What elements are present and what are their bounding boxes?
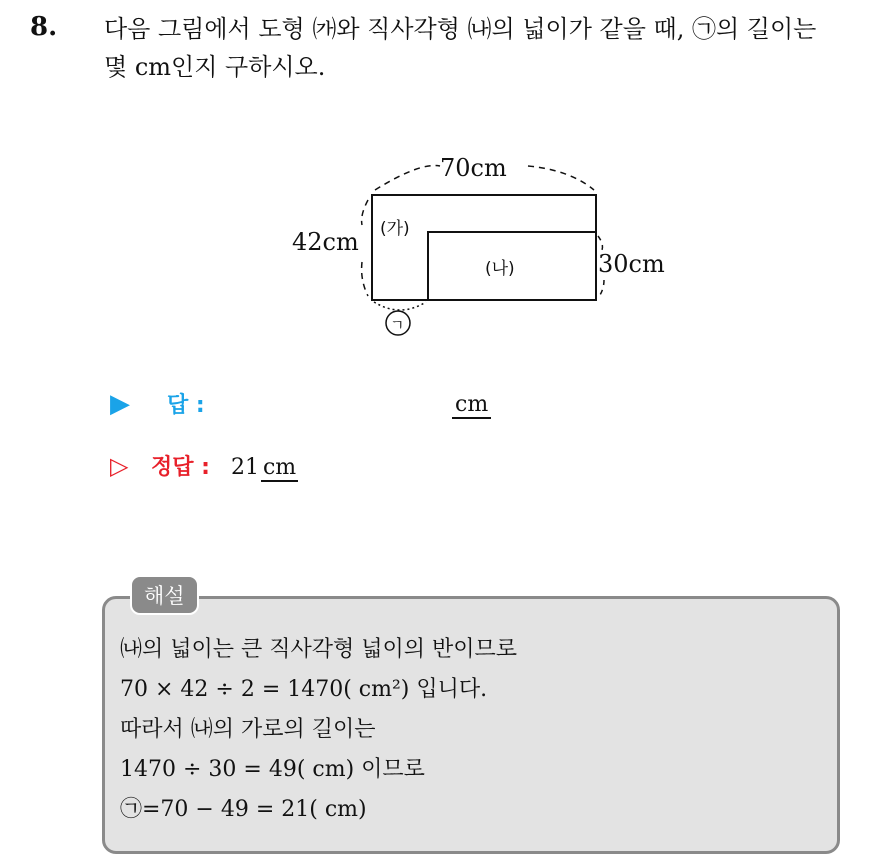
- correct-answer-unit: cm: [262, 455, 297, 480]
- answer-label: 답 :: [167, 393, 205, 418]
- explanation-line: 1470 ÷ 30 = 49( cm) 이므로: [120, 757, 425, 782]
- bottom-dimension-arc: [374, 302, 426, 310]
- outline-triangle-icon: ▷: [110, 452, 129, 480]
- answer-unit: cm: [452, 392, 491, 419]
- left-dimension-arc-lower: [362, 262, 368, 296]
- right-length-label: 30cm: [598, 250, 665, 278]
- explanation-text: [120, 630, 517, 830]
- explanation-line: ㉠=70 − 49 = 21( cm): [120, 797, 367, 822]
- marker-label: ㄱ: [390, 316, 405, 334]
- top-length-label: 70cm: [440, 154, 507, 182]
- left-dimension-arc: [362, 200, 368, 225]
- question-number: 8.: [30, 12, 58, 42]
- explanation-line: 따라서 ㈏의 가로의 길이는: [120, 717, 376, 742]
- filled-triangle-icon: ▶: [110, 389, 130, 419]
- question-text-line2: 몇 cm인지 구하시오.: [104, 53, 326, 81]
- question-text: [104, 10, 874, 86]
- question-text-line1: 다음 그림에서 도형 ㈎와 직사각형 ㈏의 넓이가 같을 때, ㉠의 길이는: [104, 15, 817, 43]
- outer-rectangle: [372, 195, 596, 300]
- explanation-line: 70 × 42 ÷ 2 = 1470( cm²) 입니다.: [120, 677, 488, 702]
- rectangle-figure: [280, 140, 700, 350]
- correct-answer-row: [110, 450, 298, 481]
- region-b-label: (나): [485, 259, 515, 279]
- explanation-line: ㈏의 넓이는 큰 직사각형 넓이의 반이므로: [120, 637, 517, 662]
- correct-answer-value: 21: [230, 455, 259, 480]
- right-dimension-arc: [598, 236, 603, 250]
- region-a-label: (가): [380, 219, 410, 239]
- right-dimension-arc-lower: [598, 280, 604, 298]
- answer-row: [110, 388, 205, 419]
- left-length-label: 42cm: [292, 228, 359, 256]
- explanation-tab: 해설: [130, 575, 199, 615]
- top-dimension-arc: [375, 166, 440, 191]
- top-dimension-arc-right: [528, 166, 594, 190]
- correct-answer-label: 정답 :: [151, 455, 210, 480]
